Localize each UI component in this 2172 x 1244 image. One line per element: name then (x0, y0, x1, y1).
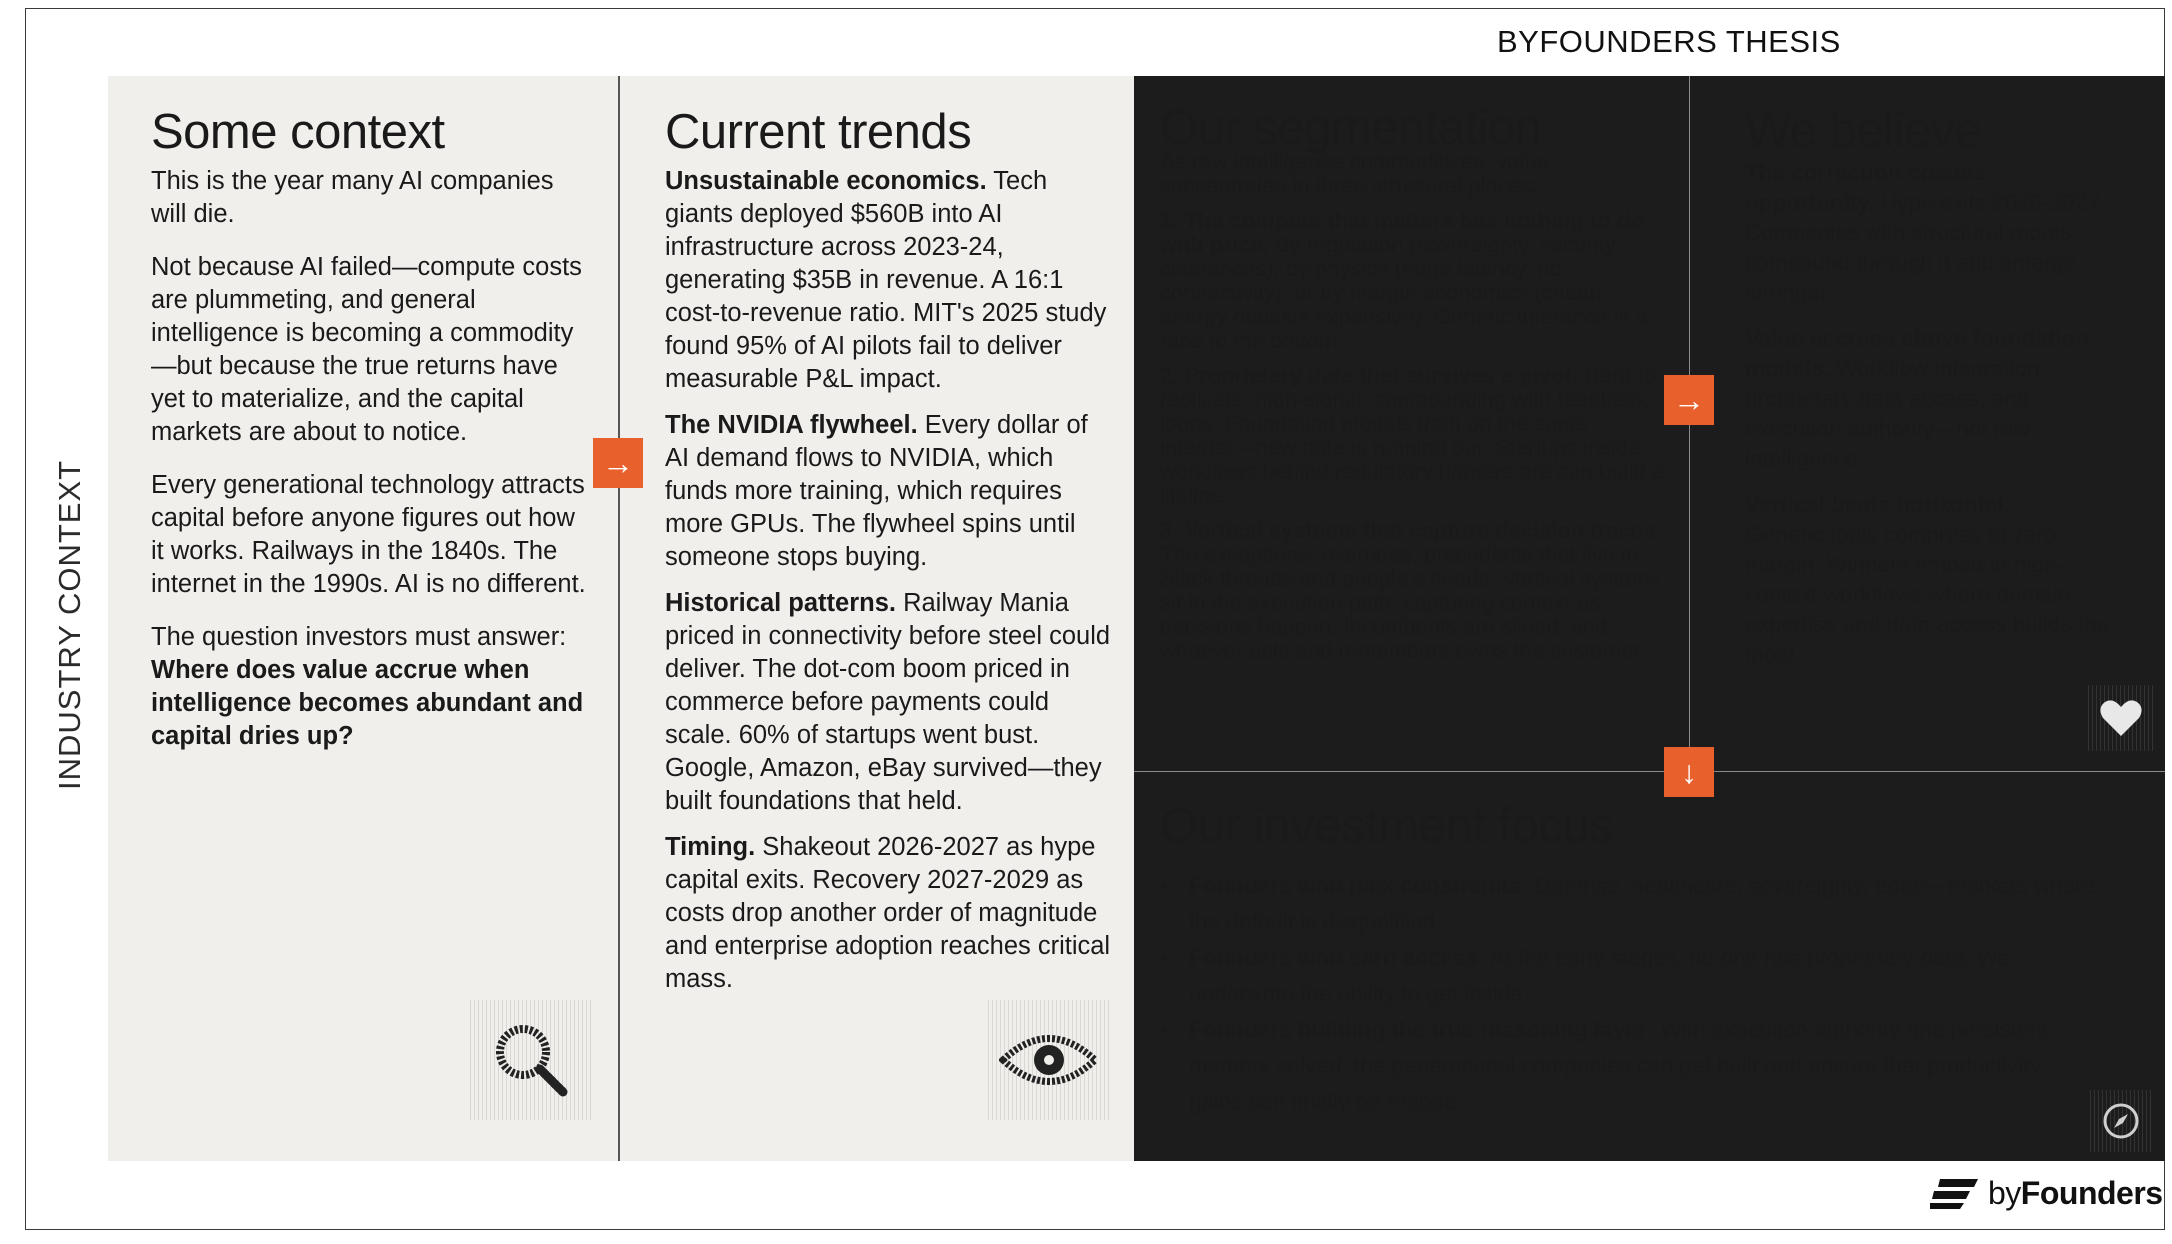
context-question (151, 621, 591, 753)
trend-item (665, 165, 1115, 396)
trend-item-heading: Unsustainable economics. (665, 167, 987, 195)
trends-title: Current trends (665, 105, 972, 159)
belief-item-heading: Value accrues above foundation models. (1745, 326, 2089, 381)
belief-item (1745, 158, 2110, 308)
bullet-icon: • (1160, 1020, 1167, 1040)
logo-mark-icon (1930, 1177, 1980, 1211)
focus-item-text: At the early stages, no one has proprietary data. We underwrite the ability to get inside. (1189, 945, 2011, 1006)
belief-item-text: Workflow integration, proprietary data access, and execution authority—not raw intelligence. (1745, 356, 2046, 471)
trend-item-text: Tech giants deployed $560B into AI infrastructure across 2023-24, generating $35B in revenue. A 16:1 cost-to-revenue ratio. MIT's 2025 study found 95% of AI pilots fail to deliver measurable P&L impact. (665, 167, 1107, 393)
heart-icon (2088, 685, 2154, 751)
segmentation-section (1160, 101, 1665, 674)
page-title: BYFOUNDERS THESIS (1497, 24, 1841, 59)
trends-section (665, 105, 1115, 1009)
focus-item (1160, 940, 2100, 1012)
context-paragraph: Every generational technology attracts capital before anyone figures out how it works. Railways in the 1840s. The internet in the 1990s. AI is no different. (151, 471, 586, 598)
segmentation-item (1160, 209, 1665, 353)
segmentation-item (1160, 364, 1665, 508)
trend-item-text: Every dollar of AI demand flows to NVIDIA, which funds more training, which requires more GPUs. The flywheel spins until someone stops buying. (665, 411, 1088, 571)
byfounders-logo (1930, 1175, 2163, 1212)
bullet-icon: • (1160, 876, 1167, 896)
believe-title: We believe (1745, 104, 1982, 158)
focus-item (1160, 1012, 2100, 1120)
compass-icon (2090, 1090, 2152, 1152)
segmentation-item-heading: 2. Proprietary data that survives a pivot. (1160, 363, 1579, 388)
focus-list (1160, 868, 2100, 1120)
column-divider (618, 76, 620, 1161)
trend-item (665, 409, 1115, 574)
belief-item-heading: Vertical beats horizontal. (1745, 492, 2011, 517)
side-label: INDUSTRY CONTEXT (52, 459, 87, 790)
trend-item (665, 587, 1115, 818)
trend-item (665, 831, 1115, 996)
bullet-icon: • (1160, 948, 1167, 968)
belief-item (1745, 490, 2110, 670)
segmentation-item-text: The exceptions, overrides, precedents that live in Slack threads and people's heads. Vertical systems sit in the execution path, capturing context as decisions happen. Incumbents are siloed, and whoever acts and remembers owns the customer. (1160, 542, 1661, 663)
row-divider-dark (1134, 771, 2165, 772)
segmentation-intro: As raw intelligence commoditizes, value concentrates in three structural places: (1160, 149, 1549, 198)
segmentation-item-heading: 1. The compute that matters has nothing to do with price. (1160, 208, 1645, 257)
focus-title: Our investment focus (1160, 799, 1613, 853)
trend-item-heading: Timing. (665, 833, 756, 861)
focus-section (1160, 798, 2100, 1120)
magnifier-icon (470, 1000, 592, 1120)
context-section (151, 105, 591, 773)
focus-item-heading: Founders who pick constraints: (1189, 873, 1530, 898)
segmentation-item-text: By regulation (sovereignty, security clearances), by physics (edge latency, no connectivity), or by margin economics (cheap energy outlasts expensive). Generic inference is a race to the bottom. (1160, 232, 1648, 353)
context-paragraph: This is the year many AI companies will die. (151, 167, 554, 228)
focus-item-text: Defense, healthcare, sovereignty, edge—markets where the default is disqualified. (1189, 873, 2096, 934)
belief-item (1745, 324, 2110, 474)
logo-text: byFounders (1988, 1175, 2163, 1211)
belief-item-text: Generic tools compress to zero margin. Winners embed in high-context workflows where domain expertise and data access builds the moat. (1745, 522, 2109, 667)
belief-item-text: Hype exits 2026-2027. Companies with structural moats compound through it and emerge stronger. (1745, 190, 2106, 305)
trend-item-heading: The NVIDIA flywheel. (665, 411, 918, 439)
focus-item-text: With execution authority and persistent memory solved, the generational companies can get built and ensure that productivity gains can finally be reaped. (1189, 1017, 2049, 1114)
context-question-lead: The question investors must answer: (151, 623, 567, 651)
trend-item-heading: Historical patterns. (665, 589, 896, 617)
context-question-bold: Where does value accrue when intelligence becomes abundant and capital dries up? (151, 656, 584, 750)
trend-item-text: Railway Mania priced in connectivity before steel could deliver. The dot-com boom priced in commerce before payments could scale. 60% of startups went bust. Google, Amazon, eBay survived—they built foundations that held. (665, 589, 1111, 815)
focus-item-heading: Founders who earn access: (1189, 945, 1486, 970)
segmentation-item-text: Hard to replicate, high-signal, compounding with feedback loops. Foundation models train on the same internet—new data is running out. Startups inside workflows behind regulatory barriers are can build a lifeline. (1160, 363, 1664, 508)
context-title: Some context (151, 105, 445, 159)
arrow-down-icon: ↓ (1664, 747, 1714, 797)
trend-item-text: Shakeout 2026-2027 as hype capital exits. Recovery 2027-2029 as costs drop another order of magnitude and enterprise adoption reaches critical mass. (665, 833, 1111, 993)
arrow-right-icon: → (593, 438, 643, 488)
context-paragraph: Not because AI failed—compute costs are plummeting, and general intelligence is becoming a commodity—but because the true returns have yet to materialize, and the capital markets are about to notice. (151, 253, 582, 446)
eye-icon (988, 1000, 1110, 1120)
segmentation-item (1160, 519, 1665, 663)
focus-item (1160, 868, 2100, 940)
segmentation-item-heading: 3. Vertical systems that capture decision traces. (1160, 518, 1662, 543)
believe-section (1745, 104, 2110, 686)
belief-item-heading: The correction creates opportunity. (1745, 160, 1987, 215)
arrow-right-icon: → (1664, 375, 1714, 425)
segmentation-title: Our segmentation (1160, 101, 1542, 155)
focus-item-heading: Founders building the true reasoning layer: (1189, 1017, 1655, 1042)
